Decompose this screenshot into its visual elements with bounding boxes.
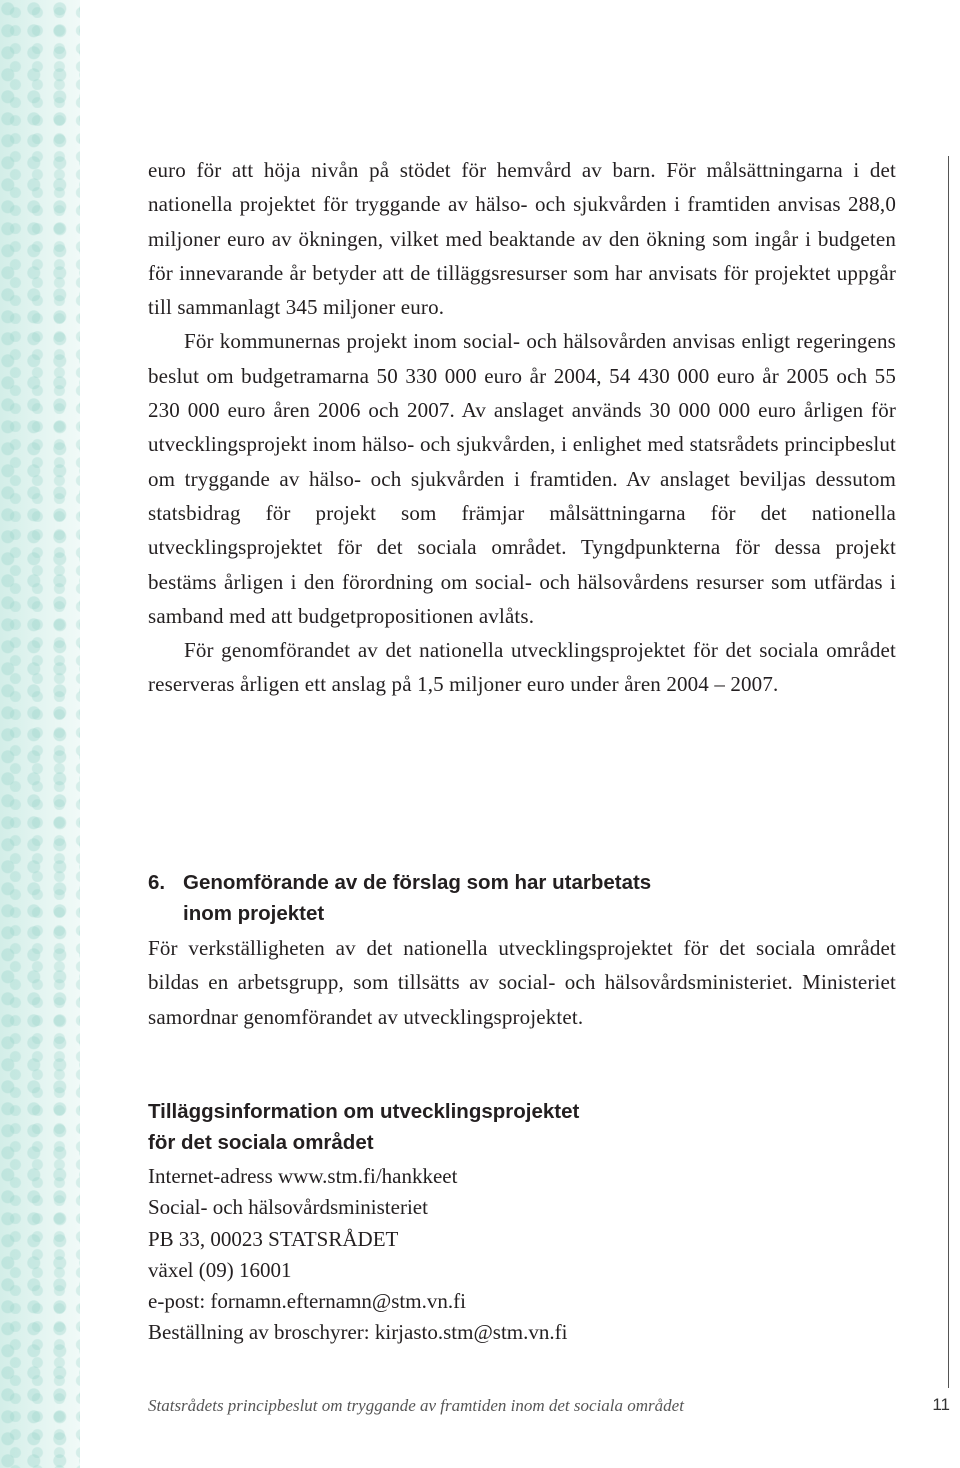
section-6-heading — [148, 867, 908, 929]
info-title-line1: Tilläggsinformation om utvecklingsprojektet — [148, 1100, 580, 1123]
info-heading — [148, 1096, 908, 1158]
info-title-line2: för det sociala området — [148, 1131, 374, 1154]
body-text-top — [148, 153, 896, 702]
brochure-order: Beställning av broschyrer: kirjasto.stm@stm.vn.fi — [148, 1320, 568, 1345]
decorative-side-strip — [0, 0, 80, 1468]
contact-block — [148, 1161, 908, 1349]
section-title-line1: Genomförande av de förslag som har utarbetats — [183, 871, 652, 894]
paragraph-1: euro för att höja nivån på stödet för hemvård av barn. För målsättningarna i det nationella projektet för tryggande av hälso- och sjukvården i framtiden anvisas 288,0 miljoner euro av ökningen, vilket med beaktande av den ökning som ingår i budgeten för innevarande år betyder att de tilläggsresurser som har anvisats för projektet uppgår till sammanlagt 345 miljoner euro. — [148, 158, 896, 320]
postal-address: PB 33, 00023 STATSRÅDET — [148, 1226, 399, 1251]
paragraph-3: För genomförandet av det nationella utvecklingsprojektet för det sociala området reserveras årligen ett anslag på 1,5 miljoner euro under åren 2004 – 2007. — [148, 638, 896, 697]
ministry-name: Social- och hälsovårdsministeriet — [148, 1195, 428, 1220]
page-number: 11 — [932, 1395, 950, 1414]
email-address: e-post: fornamn.efternamn@stm.vn.fi — [148, 1289, 466, 1314]
section-number: 6. — [148, 871, 166, 894]
section-6-paragraph: För verkställigheten av det nationella utvecklingsprojektet för det sociala området bildas en arbetsgrupp, som tillsätts av social- och hälsovårdsministeriet. Ministeriet samordnar genomförandet av utvecklingsprojektet. — [148, 936, 896, 1029]
phone-switchboard: växel (09) 16001 — [148, 1257, 292, 1282]
footer-title: Statsrådets principbeslut om tryggande av framtiden inom det sociala området — [148, 1396, 684, 1415]
section-6-body — [148, 931, 896, 1034]
paragraph-2: För kommunernas projekt inom social- och hälsovården anvisas enligt regeringens beslut om budgetramarna 50 330 000 euro år 2004, 54 430 000 euro år 2005 och 55 230 000 euro åren 2006 och 2007. Av anslaget används 30 000 000 euro årligen för utvecklingsprojekt inom hälso- och sjukvården, i enlighet med statsrådets principbeslut om tryggande av hälso- och sjukvården i framtiden. Av anslaget beviljas dessutom statsbidrag för projekt som främjar målsättningarna för det nationella utvecklingsprojektet för det sociala området. Tyngdpunkterna för dessa projekt bestäms årligen i den förordning om social- och hälsovårdens resurser som utfärdas i samband med att budgetpropositionen avlåts. — [148, 329, 896, 628]
right-margin-rule — [948, 156, 949, 1388]
section-title-line2: inom projektet — [183, 902, 325, 925]
internet-address: Internet-adress www.stm.fi/hankkeet — [148, 1164, 458, 1188]
